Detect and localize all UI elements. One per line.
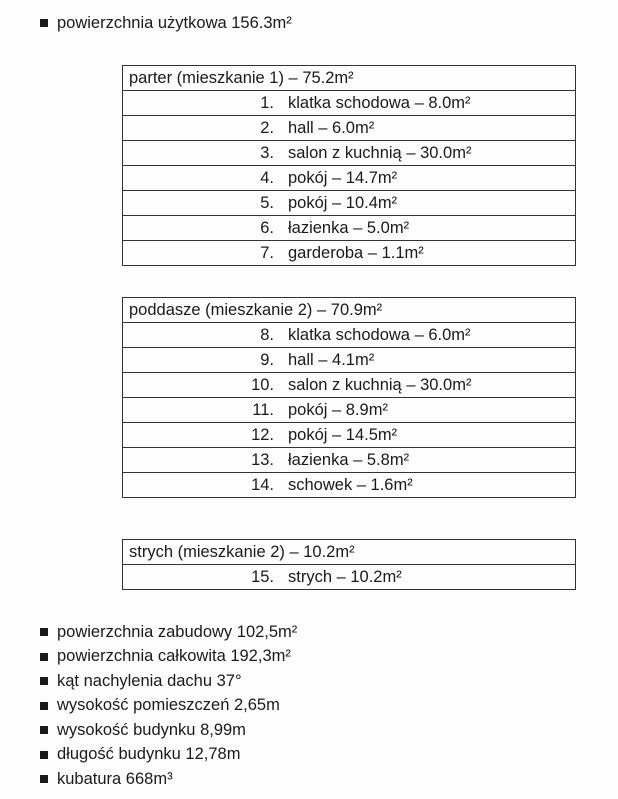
parameter-text: wysokość budynku 8,99m [57,720,246,739]
table-row [123,448,576,473]
room-name: klatka schodowa – 8.0m² [288,93,471,112]
room-name: salon z kuchnią – 30.0m² [288,143,472,162]
section-heading: poddasze (mieszkanie 2) – 70.9m² [123,298,576,323]
room-number: 7. [260,243,274,262]
room-name: pokój – 8.9m² [288,400,388,419]
list-item [40,645,297,670]
usable-area-text: powierzchnia użytkowa 156.3m² [57,13,292,32]
list-item [40,669,297,694]
parameter-text: kąt nachylenia dachu 37° [57,671,242,690]
table-header-row [123,66,576,91]
table-row [123,565,576,590]
room-number: 9. [260,350,274,369]
bullet-square-icon [40,775,48,783]
table-row [123,216,576,241]
room-name: łazienka – 5.0m² [288,218,410,237]
attic-floor-table [122,297,576,498]
table-row [123,116,576,141]
table-row [123,91,576,116]
section-heading: parter (mieszkanie 1) – 75.2m² [123,66,576,91]
room-name: salon z kuchnią – 30.0m² [288,375,472,394]
list-item [40,743,297,768]
list-item [40,620,297,645]
ground-floor-table [122,65,576,266]
parameter-text: powierzchnia zabudowy 102,5m² [57,622,298,641]
parameter-text: wysokość pomieszczeń 2,65m [57,696,280,715]
table-row [123,373,576,398]
room-name: hall – 4.1m² [288,350,375,369]
loft-table [122,539,576,590]
table-row [123,241,576,266]
table-row [123,323,576,348]
bullet-square-icon [40,702,48,710]
room-number: 2. [260,118,274,137]
list-item [40,718,297,743]
table-row [123,398,576,423]
room-number: 6. [260,218,274,237]
bullet-square-icon [40,19,48,27]
room-name: garderoba – 1.1m² [288,243,424,262]
list-item [40,767,297,792]
room-number: 10. [251,375,274,394]
room-number: 11. [252,400,274,419]
table-row [123,166,576,191]
bullet-square-icon [40,653,48,661]
room-name: schowek – 1.6m² [288,475,413,494]
parameter-text: powierzchnia całkowita 192,3m² [57,647,291,666]
room-number: 3. [260,143,274,162]
room-number: 1. [260,93,274,112]
table-header-row [123,298,576,323]
parameter-text: długość budynku 12,78m [57,745,241,764]
table-row [123,348,576,373]
room-name: pokój – 14.7m² [288,168,398,187]
table-row [123,141,576,166]
section-heading: strych (mieszkanie 2) – 10.2m² [123,540,576,565]
room-number: 8. [260,325,274,344]
room-name: łazienka – 5.8m² [288,450,410,469]
room-number: 5. [260,193,274,212]
room-number: 14. [251,475,274,494]
room-name: strych – 10.2m² [288,567,402,586]
room-name: pokój – 14.5m² [288,425,398,444]
bullet-square-icon [40,726,48,734]
room-number: 12. [251,425,274,444]
table-header-row [123,540,576,565]
room-name: hall – 6.0m² [288,118,375,137]
room-number: 15. [251,567,274,586]
table-row [123,191,576,216]
room-number: 4. [260,168,274,187]
room-name: pokój – 10.4m² [288,193,398,212]
parameter-text: kubatura 668m³ [57,769,173,788]
room-number: 13. [251,450,274,469]
room-name: klatka schodowa – 6.0m² [288,325,471,344]
building-parameters-list [40,620,297,792]
list-item [40,694,297,719]
bullet-square-icon [40,628,48,636]
table-row [123,423,576,448]
usable-area-line [40,12,292,34]
bullet-square-icon [40,751,48,759]
table-row [123,473,576,498]
bullet-square-icon [40,677,48,685]
